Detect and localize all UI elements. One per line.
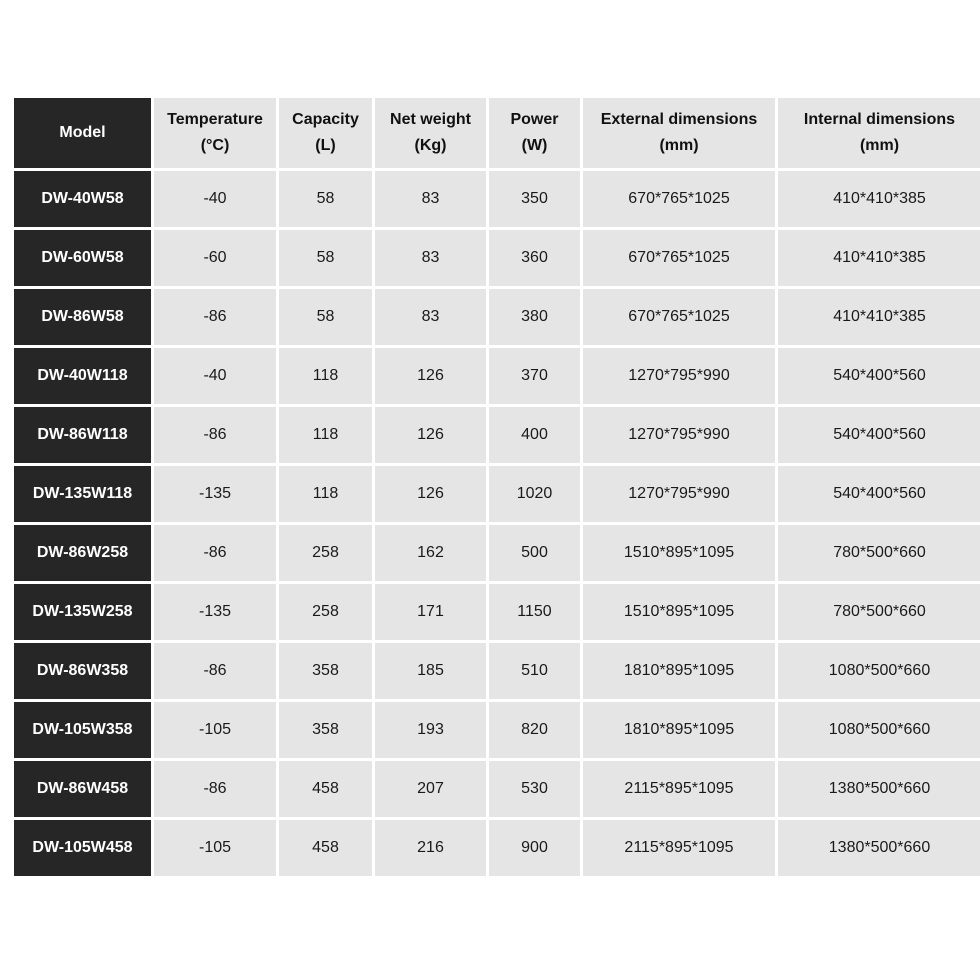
column-header-line: Power [510,111,559,128]
net-weight-cell: 126 [375,466,486,522]
net-weight-cell: 83 [375,289,486,345]
internal-dimensions-cell: 1380*500*660 [778,761,980,817]
power-cell: 1150 [489,584,580,640]
header-row [14,98,980,168]
net-weight-cell: 126 [375,348,486,404]
internal-dimensions-cell: 1380*500*660 [778,820,980,876]
external-dimensions-cell: 1270*795*990 [583,348,775,404]
capacity-cell: 58 [279,171,372,227]
column-header-line: Temperature [167,111,263,128]
column-header-external-dimensions [583,98,775,168]
temperature-cell: -60 [154,230,276,286]
table-row [14,348,980,404]
model-cell: DW-86W358 [14,643,151,699]
table-row [14,820,980,876]
column-header-line: Internal dimensions [803,111,956,128]
capacity-cell: 58 [279,289,372,345]
temperature-cell: -105 [154,702,276,758]
spec-table [11,95,980,879]
external-dimensions-cell: 670*765*1025 [583,171,775,227]
model-cell: DW-60W58 [14,230,151,286]
capacity-cell: 118 [279,466,372,522]
internal-dimensions-cell: 780*500*660 [778,584,980,640]
column-header-line: Net weight [390,111,471,128]
temperature-cell: -105 [154,820,276,876]
capacity-cell: 118 [279,348,372,404]
internal-dimensions-cell: 410*410*385 [778,289,980,345]
table-row [14,466,980,522]
capacity-cell: 258 [279,525,372,581]
external-dimensions-cell: 1270*795*990 [583,466,775,522]
table-row [14,761,980,817]
internal-dimensions-cell: 1080*500*660 [778,643,980,699]
net-weight-cell: 171 [375,584,486,640]
external-dimensions-cell: 670*765*1025 [583,289,775,345]
column-header-line: (mm) [859,137,900,154]
column-header-temperature [154,98,276,168]
temperature-cell: -86 [154,407,276,463]
power-cell: 530 [489,761,580,817]
net-weight-cell: 216 [375,820,486,876]
column-header-internal-dimensions [778,98,980,168]
power-cell: 510 [489,643,580,699]
external-dimensions-cell: 670*765*1025 [583,230,775,286]
external-dimensions-cell: 1510*895*1095 [583,525,775,581]
capacity-cell: 358 [279,643,372,699]
net-weight-cell: 193 [375,702,486,758]
power-cell: 500 [489,525,580,581]
external-dimensions-cell: 1810*895*1095 [583,702,775,758]
power-cell: 820 [489,702,580,758]
temperature-cell: -86 [154,761,276,817]
table-body [14,171,980,876]
column-header-line: (L) [315,137,336,154]
capacity-cell: 118 [279,407,372,463]
temperature-cell: -135 [154,466,276,522]
table-header [14,98,980,168]
power-cell: 400 [489,407,580,463]
temperature-cell: -86 [154,643,276,699]
internal-dimensions-cell: 540*400*560 [778,466,980,522]
temperature-cell: -40 [154,171,276,227]
power-cell: 380 [489,289,580,345]
internal-dimensions-cell: 410*410*385 [778,171,980,227]
table-row [14,407,980,463]
model-cell: DW-40W58 [14,171,151,227]
power-cell: 900 [489,820,580,876]
net-weight-cell: 83 [375,171,486,227]
column-header-power [489,98,580,168]
power-cell: 350 [489,171,580,227]
external-dimensions-cell: 1270*795*990 [583,407,775,463]
capacity-cell: 258 [279,584,372,640]
model-cell: DW-40W118 [14,348,151,404]
model-cell: DW-86W58 [14,289,151,345]
table-row [14,525,980,581]
table-row [14,702,980,758]
external-dimensions-cell: 1810*895*1095 [583,643,775,699]
column-header-model [14,98,151,168]
net-weight-cell: 207 [375,761,486,817]
net-weight-cell: 126 [375,407,486,463]
column-header-line: External dimensions [600,111,758,128]
power-cell: 360 [489,230,580,286]
table-row [14,584,980,640]
capacity-cell: 358 [279,702,372,758]
temperature-cell: -135 [154,584,276,640]
internal-dimensions-cell: 540*400*560 [778,348,980,404]
table-row [14,171,980,227]
model-cell: DW-105W358 [14,702,151,758]
column-header-net-weight [375,98,486,168]
column-header-line: (W) [521,137,548,154]
column-header-line: (mm) [659,137,699,154]
column-header-line: (Kg) [414,137,447,154]
internal-dimensions-cell: 1080*500*660 [778,702,980,758]
column-header-line: Model [59,124,106,141]
model-cell: DW-105W458 [14,820,151,876]
external-dimensions-cell: 1510*895*1095 [583,584,775,640]
model-cell: DW-135W118 [14,466,151,522]
net-weight-cell: 185 [375,643,486,699]
model-cell: DW-86W258 [14,525,151,581]
temperature-cell: -86 [154,525,276,581]
capacity-cell: 458 [279,820,372,876]
table-row [14,230,980,286]
internal-dimensions-cell: 780*500*660 [778,525,980,581]
internal-dimensions-cell: 410*410*385 [778,230,980,286]
internal-dimensions-cell: 540*400*560 [778,407,980,463]
power-cell: 370 [489,348,580,404]
column-header-line: Capacity [292,111,359,128]
capacity-cell: 58 [279,230,372,286]
external-dimensions-cell: 2115*895*1095 [583,820,775,876]
net-weight-cell: 162 [375,525,486,581]
external-dimensions-cell: 2115*895*1095 [583,761,775,817]
capacity-cell: 458 [279,761,372,817]
table-row [14,289,980,345]
temperature-cell: -86 [154,289,276,345]
model-cell: DW-86W458 [14,761,151,817]
model-cell: DW-86W118 [14,407,151,463]
temperature-cell: -40 [154,348,276,404]
model-cell: DW-135W258 [14,584,151,640]
column-header-line: (°C) [200,137,230,154]
column-header-capacity [279,98,372,168]
net-weight-cell: 83 [375,230,486,286]
table-row [14,643,980,699]
power-cell: 1020 [489,466,580,522]
